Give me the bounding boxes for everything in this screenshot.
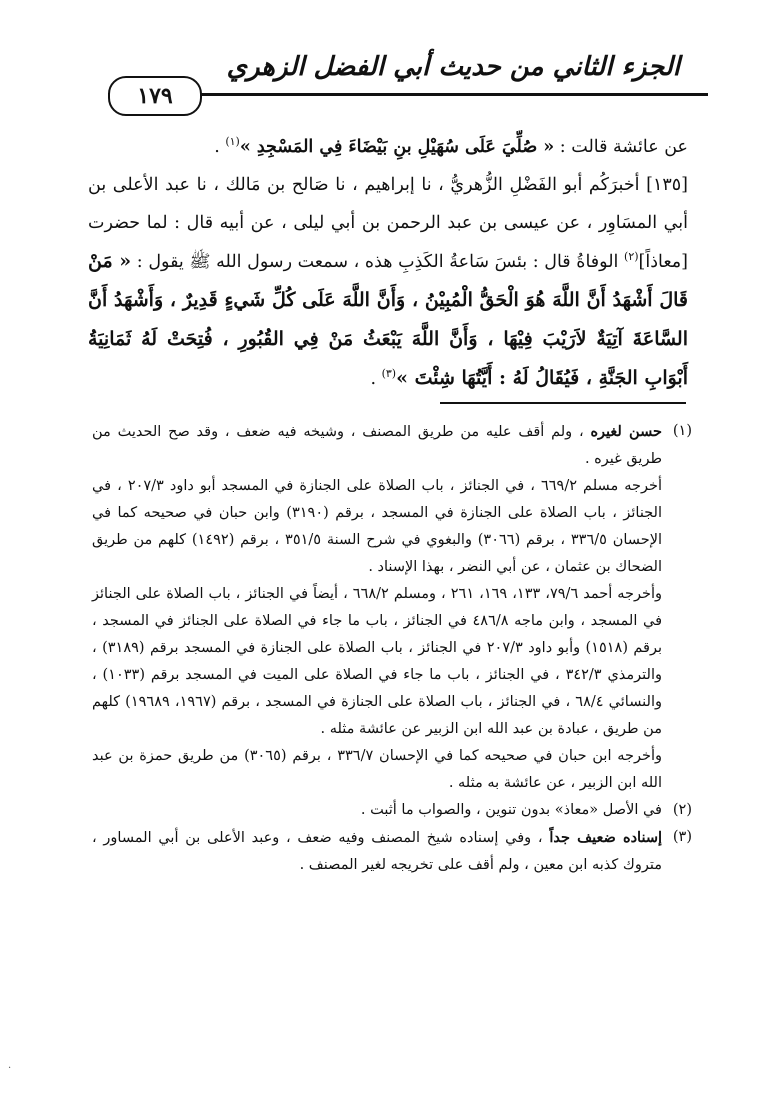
footnote-divider xyxy=(440,402,686,404)
hadith-text: « مَنْ قَالَ أَشْهَدُ أَنَّ اللَّهَ هُوَ الْحَقُّ الْمُبِيْنُ ، وَأَنَّ اللَّهَ عَلَى كُلِّ شَيءٍ قَدِيرٌ ، وَأَشْهَدُ أَنَّ السَّاعَةَ آتِيَةٌ لاَرَيْبَ فِيْهَا ، وَأَنَّ اللَّهَ يَبْعَثُ مَنْ فِي القُبُورِ ، فُتِحَتْ لَهُ ثَمَانِيَةُ أَبْوَابِ الجَنَّةِ ، فَيُقَالُ لَهُ : أَيَّتُهَا شِئْتَ » xyxy=(88,250,688,389)
footnote-3 xyxy=(92,824,692,879)
footnote-paragraph: وأخرجه ابن حبان في صحيحه كما في الإحسان ٣٣٦/٧ ، برقم (٣٠٦٥) من طريق حمزة بن عبد الله ابن الزبير ، عن عائشة به مثله . xyxy=(92,748,662,791)
footnote-lead: إسناده ضعيف جداً xyxy=(549,829,662,846)
p1-lead: عن عائشة قالت : xyxy=(554,137,688,157)
footnotes xyxy=(92,418,692,879)
hadith-number: [١٣٥] xyxy=(639,175,688,195)
edge-mark: . xyxy=(8,1060,12,1071)
narrative-text: الوفاةُ قال : بئسَ سَاعةُ الكَذِبِ هذه ، سمعت رسول الله ﷺ يقول : xyxy=(131,252,625,272)
paragraph-2 xyxy=(88,166,688,398)
footnote-number: (٢) xyxy=(672,802,692,818)
footnote-paragraph: ، ولم أقف عليه من طريق المصنف ، وشيخه فيه ضعف ، وقد صح الحديث من طريق غيره . xyxy=(92,424,662,467)
header-title: الجزء الثاني من حديث أبي الفضل الزهري xyxy=(226,52,680,82)
footnote-lead: حسن لغيره xyxy=(590,423,662,440)
footnote-paragraph: وأخرجه أحمد ٧٩/٦، ١٣٣، ١٦٩، ٢٦١ ، ومسلم ٦٦٨/٢ ، أيضاً في الجنائز ، باب الصلاة على الجنائز في المسجد ، وابن ماجه ٤٨٦/٨ في الجنائز ، باب ما جاء في الصلاة على الجنائز في المسجد ، برقم (١٥١٨) وأبو داود ٢٠٧/٣ في الجنائز ، باب الصلاة على الجنازة في المسجد برقم (٣١٨٩) ، والترمذي ٣٤٢/٣ ، في الجنائز ، باب ما جاء في الصلاة على الميت في المسجد برقم (١٠٣٣) ، والنسائي ٦٨/٤ ، في الجنائز ، باب الصلاة على الجنازة في المسجد ، برقم (١٩٦٧، ١٩٦٨٩) كلهم من طريق ، عبادة بن عبد الله ابن الزبير عن عائشة مثله . xyxy=(92,586,663,737)
footnote-number: (٣) xyxy=(672,829,692,845)
p2-end: . xyxy=(370,369,382,389)
footnote-number: (١) xyxy=(672,423,692,439)
footnote-paragraph: في الأصل «معاذ» بدون تنوين ، والصواب ما أثبت . xyxy=(360,802,662,818)
paragraph-1 xyxy=(88,128,688,166)
main-text xyxy=(88,128,688,398)
p1-end: . xyxy=(214,137,226,157)
footnote-paragraph: أخرجه مسلم ٦٦٩/٢ ، في الجنائز ، باب الصلاة على الجنازة في المسجد أبو داود ٢٠٧/٣ ، في الجنائز ، باب الصلاة على الجنازة في المسجد ، برقم (٣١٩٠) وابن حبان في صحيحه كما في الإحسان ٣٣٦/٥ ، برقم (٣٠٦٦) والبغوي في شرح السنة ٣٥١/٥ ، برقم (١٤٩٢) كلهم من طريق الضحاك بن عثمان ، عن أبي النضر ، بهذا الإسناد . xyxy=(92,478,662,575)
footnote-2 xyxy=(92,797,692,824)
footnote-body xyxy=(92,824,662,879)
footnote-body xyxy=(92,797,662,824)
footnote-1 xyxy=(92,418,692,797)
footnote-body xyxy=(92,418,662,797)
page-number: ١٧٩ xyxy=(108,76,202,116)
footnote-paragraph: ، وفي إسناده شيخ المصنف وفيه ضعف ، وعبد الأعلى بن أبي المساور ، متروك كذبه ابن معين ، ولم أقف على تخريجه لغير المصنف . xyxy=(92,830,662,873)
footnote-ref-3: (٣) xyxy=(381,367,397,381)
footnote-ref-1: (١) xyxy=(225,135,240,149)
isnad-text: أخبرَكُم أبو الفَضْلِ الزُّهريُّ ، نا إبراهيم ، نا صَالح بن مَالك ، نا عبد الأعلى بن أبي المسَاوِر ، عن عيسى بن عبد الرحمن بن أبي ليلى ، عن أبيه قال : لما حضرت [معاذاً] xyxy=(88,175,688,272)
p1-quote: « صُلِّيَ عَلَى سُهَيْلِ بنِ بَيْضَاءَ فِي المَسْجِدِ » xyxy=(239,137,555,157)
footnote-ref-2: (٢) xyxy=(624,250,639,264)
